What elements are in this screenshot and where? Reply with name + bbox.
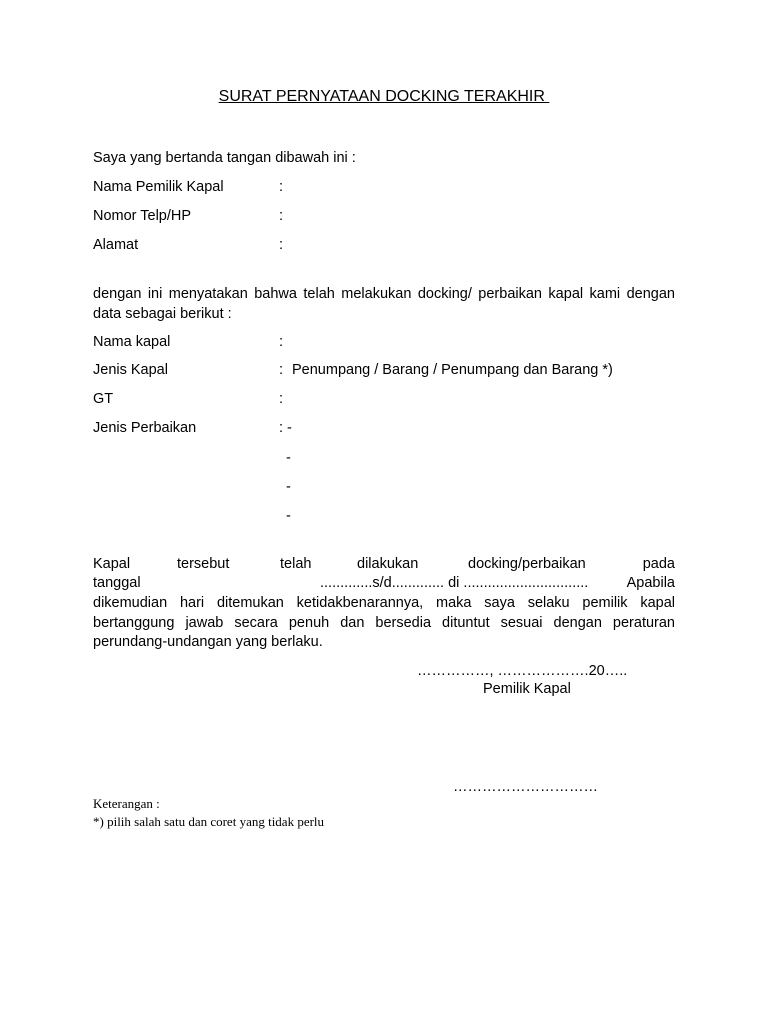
document-title: SURAT PERNYATAAN DOCKING TERAKHIR xyxy=(218,88,550,105)
field-label: Alamat xyxy=(93,237,139,253)
closing-word: docking/perbaikan xyxy=(468,556,586,572)
closing-word: telah xyxy=(280,556,312,572)
closing-word: Kapal xyxy=(93,556,131,572)
field-separator: : xyxy=(279,334,284,350)
date-range-blank: .............s/d............. di ............................... xyxy=(320,575,589,591)
closing-word: pada xyxy=(642,556,675,572)
repair-dash: - xyxy=(286,479,291,495)
closing-line-1 xyxy=(93,556,675,576)
signature-role: Pemilik Kapal xyxy=(483,681,571,697)
closing-word: tersebut xyxy=(177,556,230,572)
field-label: Nomor Telp/HP xyxy=(93,208,192,224)
field-separator: : xyxy=(279,362,284,378)
field-value: Penumpang / Barang / Penumpang dan Barang *) xyxy=(292,362,613,378)
repair-dash: - xyxy=(286,450,291,466)
closing-paragraph-rest: dikemudian hari ditemukan ketidakbenarannya, maka saya selaku pemilik kapal bertanggung jawab secara penuh dan bersedia dituntut sesuai dengan peraturan perundang-undangan yang berlaku. xyxy=(93,595,675,650)
closing-word: dilakukan xyxy=(357,556,419,572)
field-separator: : xyxy=(279,179,284,195)
signature-name-line: ………………………… xyxy=(453,779,598,795)
field-label: Nama kapal xyxy=(93,334,171,350)
field-label: Jenis Perbaikan xyxy=(93,420,197,436)
field-label: Jenis Kapal xyxy=(93,362,168,378)
notes-heading: Keterangan : xyxy=(93,796,160,811)
notes-text: *) pilih salah satu dan coret yang tidak perlu xyxy=(93,814,325,829)
statement-paragraph: dengan ini menyatakan bahwa telah melakukan docking/ perbaikan kapal kami dengan data sebagai berikut : xyxy=(93,286,675,322)
intro-text: Saya yang bertanda tangan dibawah ini : xyxy=(93,150,356,166)
field-label: GT xyxy=(93,391,114,407)
repair-dash: - xyxy=(286,508,291,524)
place-date-line: ……………, ……………….20….. xyxy=(417,663,628,679)
field-separator: : - xyxy=(279,420,292,436)
field-separator: : xyxy=(279,237,284,253)
closing-word: Apabila xyxy=(626,575,675,591)
closing-word: tanggal xyxy=(93,575,141,591)
field-separator: : xyxy=(279,391,284,407)
closing-line-2 xyxy=(93,575,675,595)
field-label: Nama Pemilik Kapal xyxy=(93,179,224,195)
field-separator: : xyxy=(279,208,284,224)
